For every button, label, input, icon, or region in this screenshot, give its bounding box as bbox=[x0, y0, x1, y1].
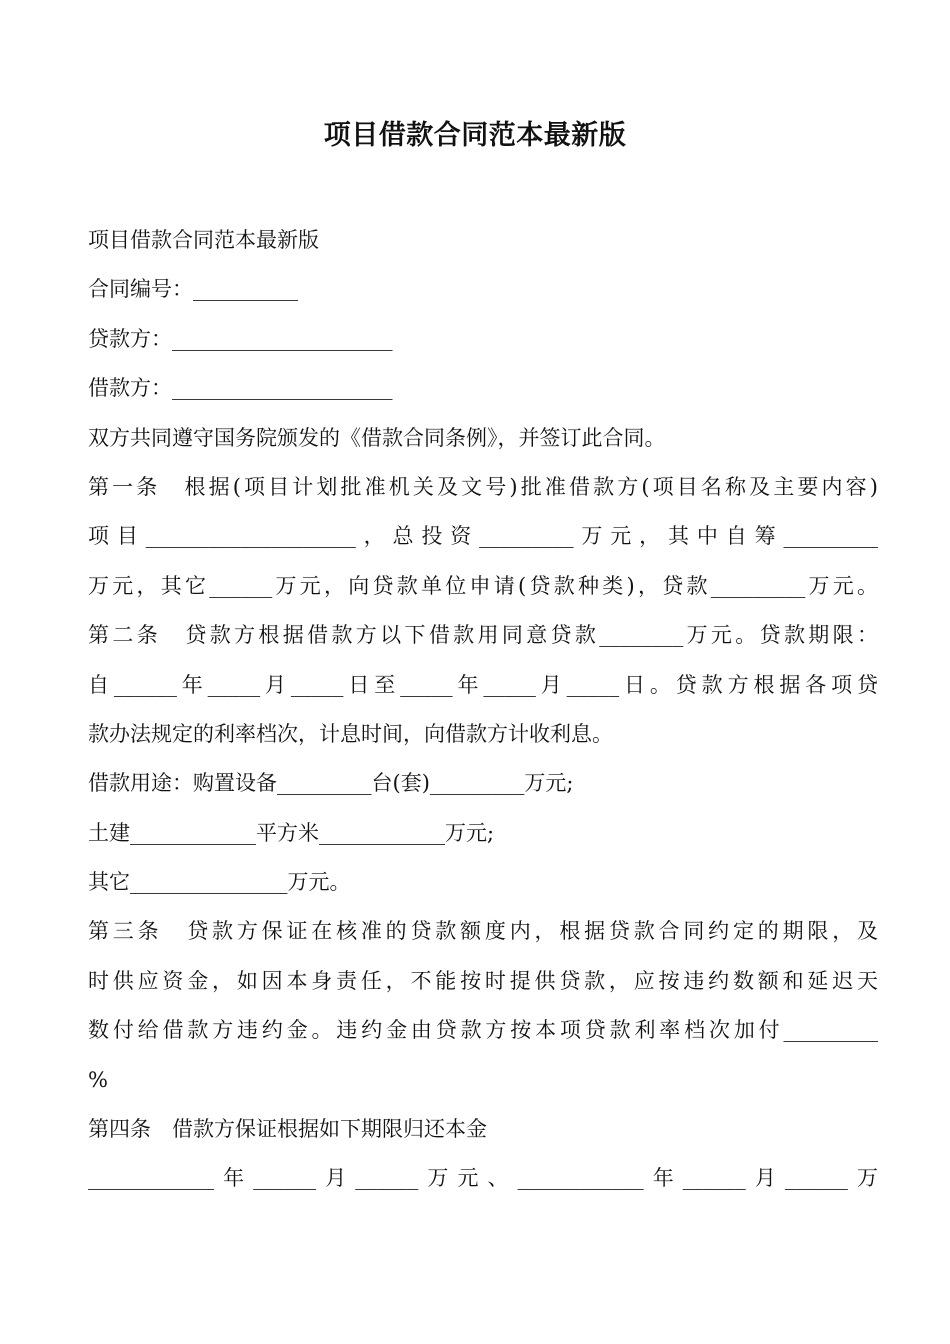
document-title: 项目借款合同范本最新版 bbox=[323, 120, 627, 151]
article-2-line: 第二条 贷款方根据借款方以下借款用同意贷款________万元。贷款期限： bbox=[88, 623, 878, 648]
borrower-line: 借款方：_____________________ bbox=[88, 376, 393, 401]
article-3-line: % bbox=[88, 1067, 108, 1092]
loan-purpose-line: 土建____________平方米____________万元; bbox=[88, 820, 495, 845]
loan-purpose-line: 借款用途：购置设备_________台(套)_________万元; bbox=[88, 771, 574, 796]
article-4-line: ____________年______月______万元、____________年______月______万 bbox=[88, 1166, 878, 1191]
article-3-line: 第三条 贷款方保证在核准的贷款额度内，根据贷款合同约定的期限，及 bbox=[88, 919, 878, 944]
document-body bbox=[88, 216, 878, 1204]
article-3-line: 时供应资金，如因本身责任，不能按时提供贷款，应按违约数额和延迟天 bbox=[88, 968, 878, 993]
paragraph-line: 项目借款合同范本最新版 bbox=[88, 228, 319, 252]
loan-purpose-line: 其它_______________万元。 bbox=[88, 870, 351, 895]
article-2-line: 款办法规定的利率档次，计息时间，向借款方计收利息。 bbox=[88, 721, 613, 746]
article-3-line: 数付给借款方违约金。违约金由贷款方按本项贷款利率档次加付_________ bbox=[88, 1018, 878, 1043]
article-1-line: 项目____________________，总投资_________万元，其中自筹_________ bbox=[88, 524, 878, 549]
lender-line: 贷款方：_____________________ bbox=[88, 326, 393, 351]
paragraph-line: 双方共同遵守国务院颁发的《借款合同条例》，并签订此合同。 bbox=[88, 425, 666, 450]
article-1-line: 万元，其它______万元，向贷款单位申请(贷款种类)，贷款_________万元。 bbox=[88, 573, 878, 598]
article-4-line: 第四条 借款方保证根据如下期限归还本金 bbox=[88, 1117, 487, 1142]
article-1-line: 第一条 根据(项目计划批准机关及文号)批准借款方(项目名称及主要内容) bbox=[88, 474, 878, 499]
article-2-line: 自______年_____月_____日至_____年_____月_____日。贷款方根据各项贷 bbox=[88, 672, 878, 697]
contract-number-line: 合同编号：__________ bbox=[88, 277, 298, 302]
